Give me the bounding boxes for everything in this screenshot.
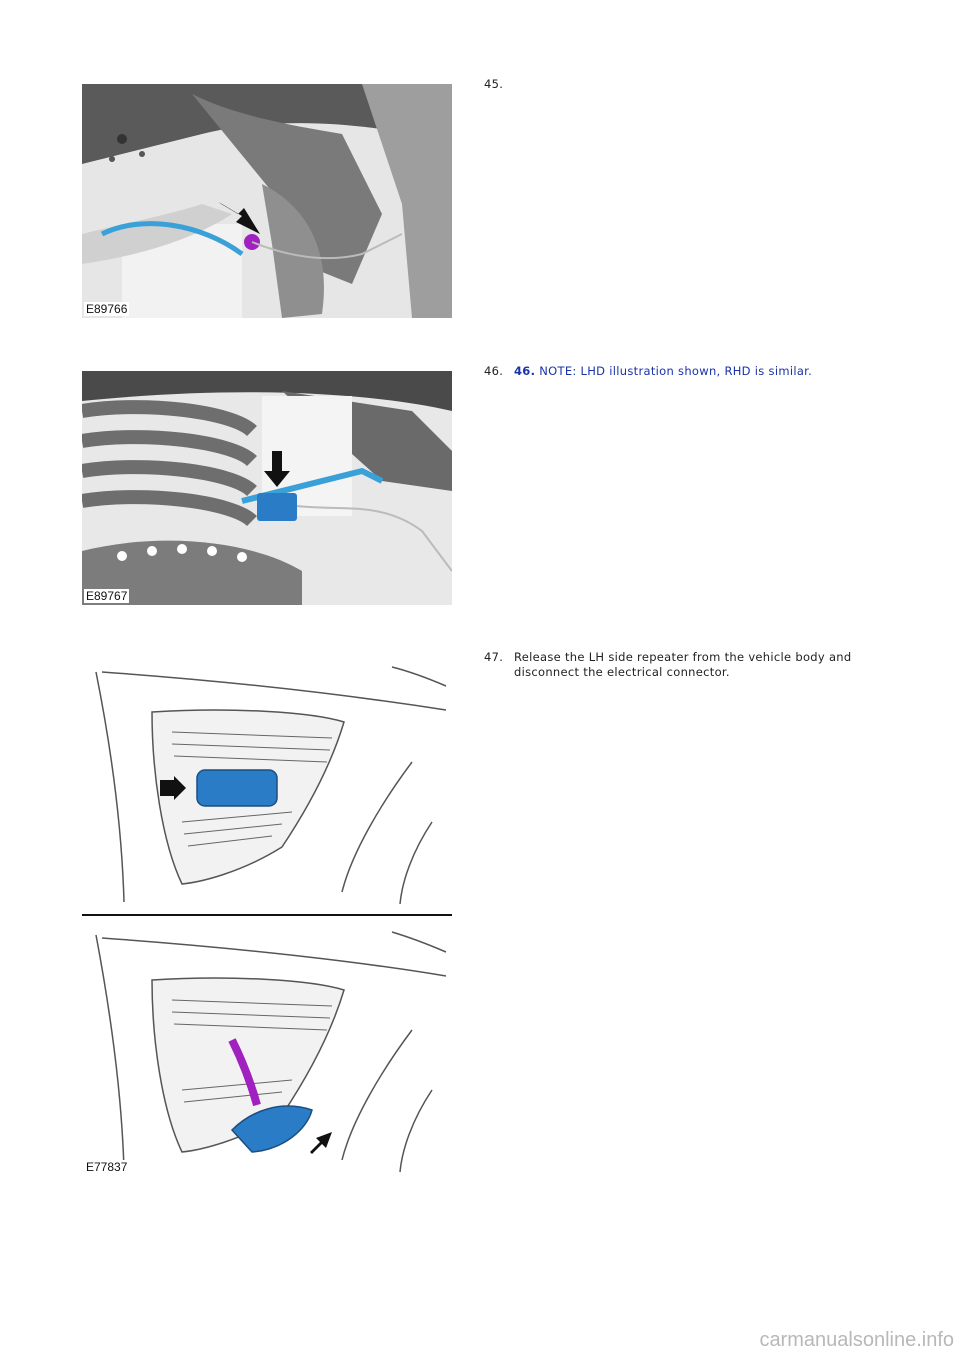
step-number: 45. [484, 77, 504, 91]
step-47 [484, 650, 924, 684]
step-number: 47. [484, 650, 504, 664]
figure-divider [82, 914, 452, 916]
figure-id: E89766 [86, 302, 128, 316]
figure-e89766 [82, 84, 452, 318]
step-text: Release the LH side repeater from the vehicle body and disconnect the electrical connector. [514, 650, 852, 679]
figure-e77837-top-illustration [82, 652, 452, 910]
footer-watermark: carmanualsonline.info [759, 1329, 954, 1351]
figure-e77837 [82, 920, 452, 1176]
note-step-number: 46. [514, 364, 536, 378]
side-repeater [197, 770, 277, 806]
figure-e89767 [82, 371, 452, 605]
figure-e89767-illustration [82, 371, 452, 605]
step-45 [484, 77, 924, 93]
figure-e89766-illustration [82, 84, 452, 318]
figure-id: E77837 [86, 1160, 128, 1174]
note-text: NOTE: LHD illustration shown, RHD is similar. [539, 364, 813, 378]
step-note [514, 364, 904, 379]
figure-id: E89767 [86, 589, 128, 603]
step-number: 46. [484, 364, 504, 378]
figure-e77837-illustration [82, 920, 452, 1176]
step-46 [484, 364, 924, 380]
electrical-connector [257, 493, 297, 521]
figure-e77837-top [82, 652, 452, 910]
